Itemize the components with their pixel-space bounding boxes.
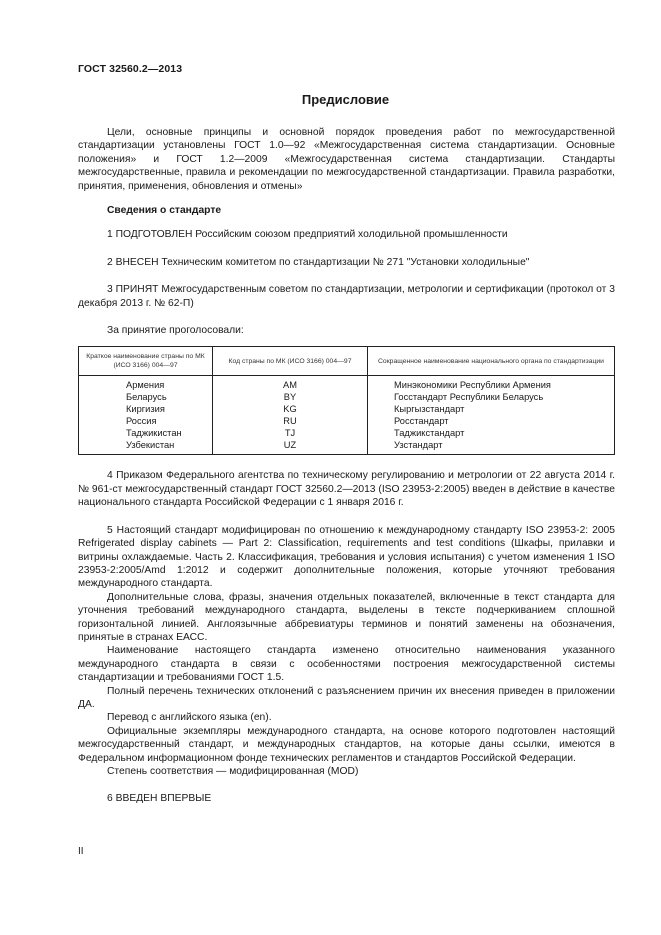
table-row: [79, 376, 615, 392]
voting-table: [78, 346, 615, 455]
country-code: AM: [213, 376, 368, 392]
item-5: 5 Настоящий стандарт модифицирован по отношению к международному стандарту ISO 23953-2: 2005 Refrigerated display cabinets — Part 2: Classification, requirements and test conditions (Шкафы, прилавки и витрины охлаждаемые. Часть 2. Классификация, требования и условия испытания) с учетом изменения 1 ISO 23953-2:2005/Amd 1:2012 и содержит дополнительные положения, которые уточняют требования международного стандарта.: [78, 524, 615, 590]
national-body: Госстандарт Республики Беларусь: [368, 391, 615, 403]
country-code: KG: [213, 403, 368, 415]
item-3: 3 ПРИНЯТ Межгосударственным советом по стандартизации, метрологии и сертификации (протокол от 3 декабря 2013 г. № 62-П): [78, 284, 615, 309]
item-5-deviations: Полный перечень технических отклонений с разъяснением причин их внесения приведен в приложении ДА.: [78, 685, 615, 710]
standard-code: ГОСТ 32560.2—2013: [78, 63, 183, 75]
country-name: Таджикистан: [79, 427, 213, 439]
national-body: Таджикстандарт: [368, 427, 615, 439]
country-name: Киргизия: [79, 403, 213, 415]
country-name: Узбекистан: [79, 439, 213, 455]
section-subheading: Сведения о стандарте: [107, 205, 222, 217]
item-5-title-change: Наименование настоящего стандарта изменено относительно наименования указанного международного стандарта в связи с особенностями построения межгосударственной системы стандартизации и требованиями ГОСТ 1.5.: [78, 645, 615, 684]
foreword-body: [78, 126, 615, 806]
page-number: II: [78, 846, 84, 857]
item-1: 1 ПОДГОТОВЛЕН Российским союзом предприятий холодильной промышленности: [107, 229, 508, 241]
table-header-row: [79, 347, 615, 376]
item-5-translation: Перевод с английского языка (en).: [107, 712, 272, 724]
country-code: UZ: [213, 439, 368, 455]
table-header-organ: Сокращенное наименование национального органа по стандартизации: [368, 347, 615, 376]
country-code: BY: [213, 391, 368, 403]
item-5-conformity: Степень соответствия — модифицированная (MOD): [107, 766, 359, 777]
national-body: Росстандарт: [368, 415, 615, 427]
table-header-country: Краткое наименование страны по МК (ИСО 3166) 004—97: [79, 347, 213, 376]
item-5-additions: Дополнительные слова, фразы, значения отдельных показателей, включенные в текст стандарта для уточнения требований международного стандарта, выделены в тексте подчеркиванием сплошной горизонтальной линией. Англоязычные аббревиатуры терминов и понятий заменены на обозначения, принятые в странах ЕАСС.: [78, 591, 615, 643]
country-code: TJ: [213, 427, 368, 439]
table-row: [79, 439, 615, 455]
table-row: [79, 415, 615, 427]
page-title: Предисловие: [301, 92, 390, 107]
national-body: Узстандарт: [368, 439, 615, 455]
country-name: Беларусь: [79, 391, 213, 403]
votes-intro: За принятие проголосовали:: [107, 325, 244, 337]
item-4: 4 Приказом Федерального агентства по техническому регулированию и метрологии от 22 августа 2014 г. № 961-ст межгосударственный стандарт ГОСТ 32560.2—2013 (ISO 23953-2:2005) введен в действие в качестве национального стандарта Российской Федерации с 1 января 2016 г.: [78, 470, 615, 509]
item-2: 2 ВНЕСЕН Техническим комитетом по стандартизации № 271 "Установки холодильные": [107, 256, 530, 268]
intro-paragraph: Цели, основные принципы и основной порядок проведения работ по межгосударственной стандартизации установлены ГОСТ 1.0—92 «Межгосударственная система стандартизации. Основные положения» и ГОСТ 1.2—2009 «Межгосударственная система стандартизации. Стандарты межгосударственные, правила и рекомендации по межгосударственной стандартизации. Правила разработки, принятия, применения, обновления и отмены»: [78, 127, 615, 192]
country-name: Армения: [79, 376, 213, 392]
country-code: RU: [213, 415, 368, 427]
item-5-official-copies: Официальные экземпляры международного стандарта, на основе которого подготовлен настоящий межгосударственный стандарт, и международных стандартов, на которые даны ссылки, имеются в Федеральном информационном фонде технических регламентов и стандартов Российской Федерации.: [78, 725, 615, 764]
national-body: Кыргызстандарт: [368, 403, 615, 415]
country-name: Россия: [79, 415, 213, 427]
item-6: 6 ВВЕДЕН ВПЕРВЫЕ: [107, 793, 212, 805]
table-row: [79, 403, 615, 415]
national-body: Минэкономики Республики Армения: [368, 376, 615, 392]
table-header-code: Код страны по МК (ИСО 3166) 004—97: [213, 347, 368, 376]
table-row: [79, 391, 615, 403]
table-row: [79, 427, 615, 439]
